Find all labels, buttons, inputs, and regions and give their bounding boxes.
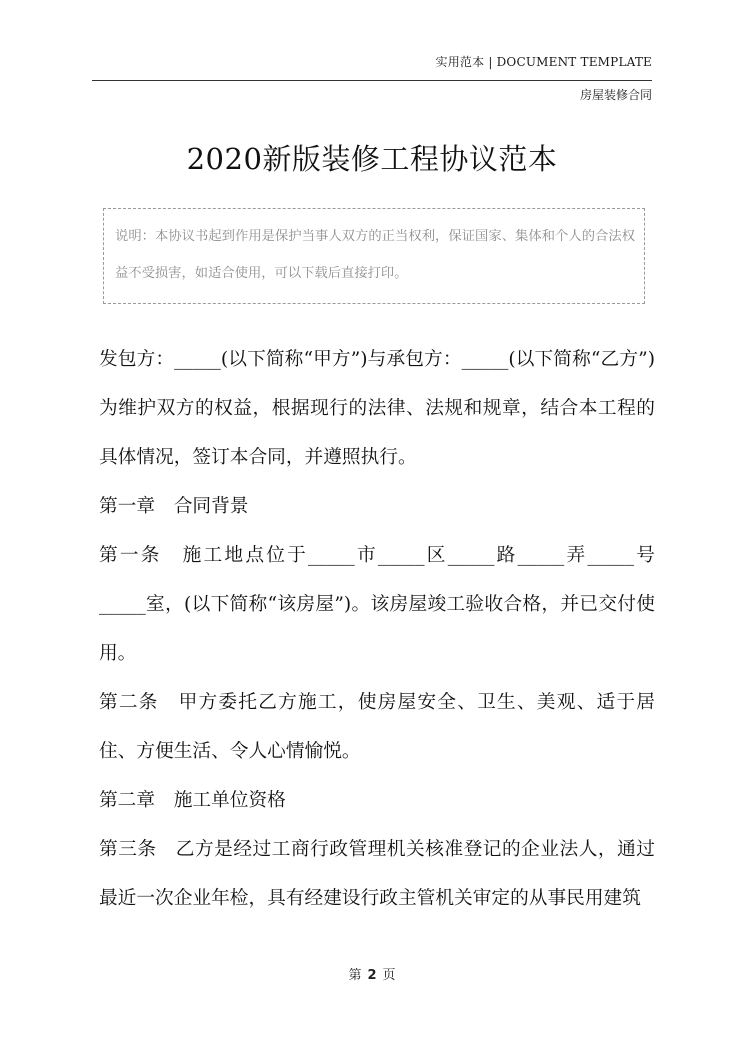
chapter-heading-2: 第二章 施工单位资格 [99,790,286,811]
article-1: 第一条 施工地点位于_____市_____区_____路_____弄_____号_____室，(以下简称“该房屋”)。该房屋竣工验收合格，并已交付使用。 [99,545,655,664]
header-doc-label: 实用范本 | DOCUMENT TEMPLATE [435,55,652,69]
footer-suffix: 页 [382,968,396,983]
page-number: 2 [367,968,377,983]
document-body [99,335,655,923]
header-subtitle: 房屋装修合同 [579,88,652,102]
document-title: 2020新版装修工程协议范本 [186,142,558,176]
chapter-heading-1: 第一章 合同背景 [99,496,249,517]
article-3: 第三条 乙方是经过工商行政管理机关核准登记的企业法人，通过最近一次企业年检，具有经建设行政主管机关审定的从事民用建筑 [99,839,655,909]
footer-prefix: 第 [348,968,362,983]
notice-box: 说明：本协议书起到作用是保护当事人双方的正当权利，保证国家、集体和个人的合法权益不受损害，如适合使用，可以下载后直接打印。 [103,208,645,304]
header-divider [92,80,652,81]
article-2: 第二条 甲方委托乙方施工，使房屋安全、卫生、美观、适于居住、方便生活、令人心情愉悦。 [99,692,655,762]
paragraph-intro: 发包方：_____(以下简称“甲方”)与承包方：_____(以下简称“乙方”)为维护双方的权益，根据现行的法律、法规和规章，结合本工程的具体情况，签订本合同，并遵照执行。 [99,349,655,468]
page-footer [0,964,744,983]
